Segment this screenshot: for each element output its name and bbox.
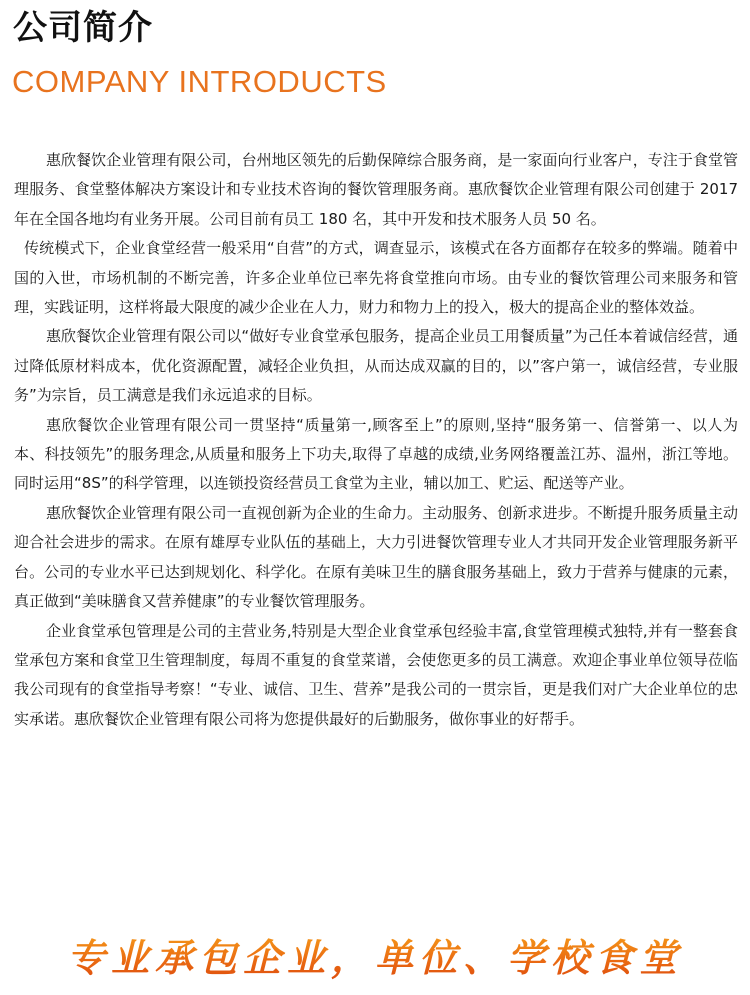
paragraph-principles: 惠欣餐饮企业管理有限公司一贯坚持“质量第一,顾客至上”的原则,坚持“服务第一、信誉第一、以人为本、科技领先”的服务理念,从质量和服务上下功夫,取得了卓越的成绩,业务网络覆盖江苏、温州，浙江等地。同时运用“8S”的科学管理，以连锁投资经营员工食堂为主业，辅以加工、贮运、配送等产业。 [14,415,738,493]
intro-body [14,146,738,734]
slogan-banner: 专业承包企业，单位、学校食堂 [0,928,750,988]
paragraph-company-overview: 惠欣餐饮企业管理有限公司，台州地区领先的后勤保障综合服务商，是一家面向行业客户，专注于食堂管理服务、食堂整体解决方案设计和专业技术咨询的餐饮管理服务商。惠欣餐饮企业管理有限公司创建于 2017 年在全国各地均有业务开展。公司目前有员工 180 名，其中开发和技术服务人员 50 名。 [14,151,738,228]
page-title: 公司简介 [13,8,153,48]
paragraph-innovation: 惠欣餐饮企业管理有限公司一直视创新为企业的生命力。主动服务、创新求进步。不断提升服务质量主动迎合社会进步的需求。在原有雄厚专业队伍的基础上，大力引进餐饮管理专业人才共同开发企业管理服务新平台。公司的专业水平已达到规划化、科学化。在原有美味卫生的膳食服务基础上，致力于营养与健康的元素，真正做到“美味膳食又营养健康”的专业餐饮管理服务。 [14,503,738,611]
paragraph-traditional-model: 传统模式下，企业食堂经营一般采用“自营”的方式，调查显示，该模式在各方面都存在较多的弊端。随着中国的入世，市场机制的不断完善，许多企业单位已率先将食堂推向市场。由专业的餐饮管理公司来服务和管理，实践证明，这样将最大限度的减少企业在人力，财力和物力上的投入，极大的提高企业的整体效益。 [14,239,738,317]
paragraph-mission: 惠欣餐饮企业管理有限公司以“做好专业食堂承包服务，提高企业员工用餐质量”为己任本着诚信经营，通过降低原材料成本，优化资源配置，减轻企业负担，从而达成双赢的目的，以”客户第一，诚信经营，专业服务”为宗旨，员工满意是我们永远追求的目标。 [14,327,738,405]
page-subtitle-english: COMPANY INTRODUCTS [12,64,387,99]
paragraph-main-business: 企业食堂承包管理是公司的主营业务,特别是大型企业食堂承包经验丰富,食堂管理模式独特,并有一整套食堂承包方案和食堂卫生管理制度，每周不重复的食堂菜谱，会使您更多的员工满意。欢迎企事业单位领导莅临我公司现有的食堂指导考察！“专业、诚信、卫生、营养”是我公司的一贯宗旨，更是我们对广大企业单位的忠实承诺。惠欣餐饮企业管理有限公司将为您提供最好的后勤服务，做你事业的好帮手。 [14,621,738,728]
